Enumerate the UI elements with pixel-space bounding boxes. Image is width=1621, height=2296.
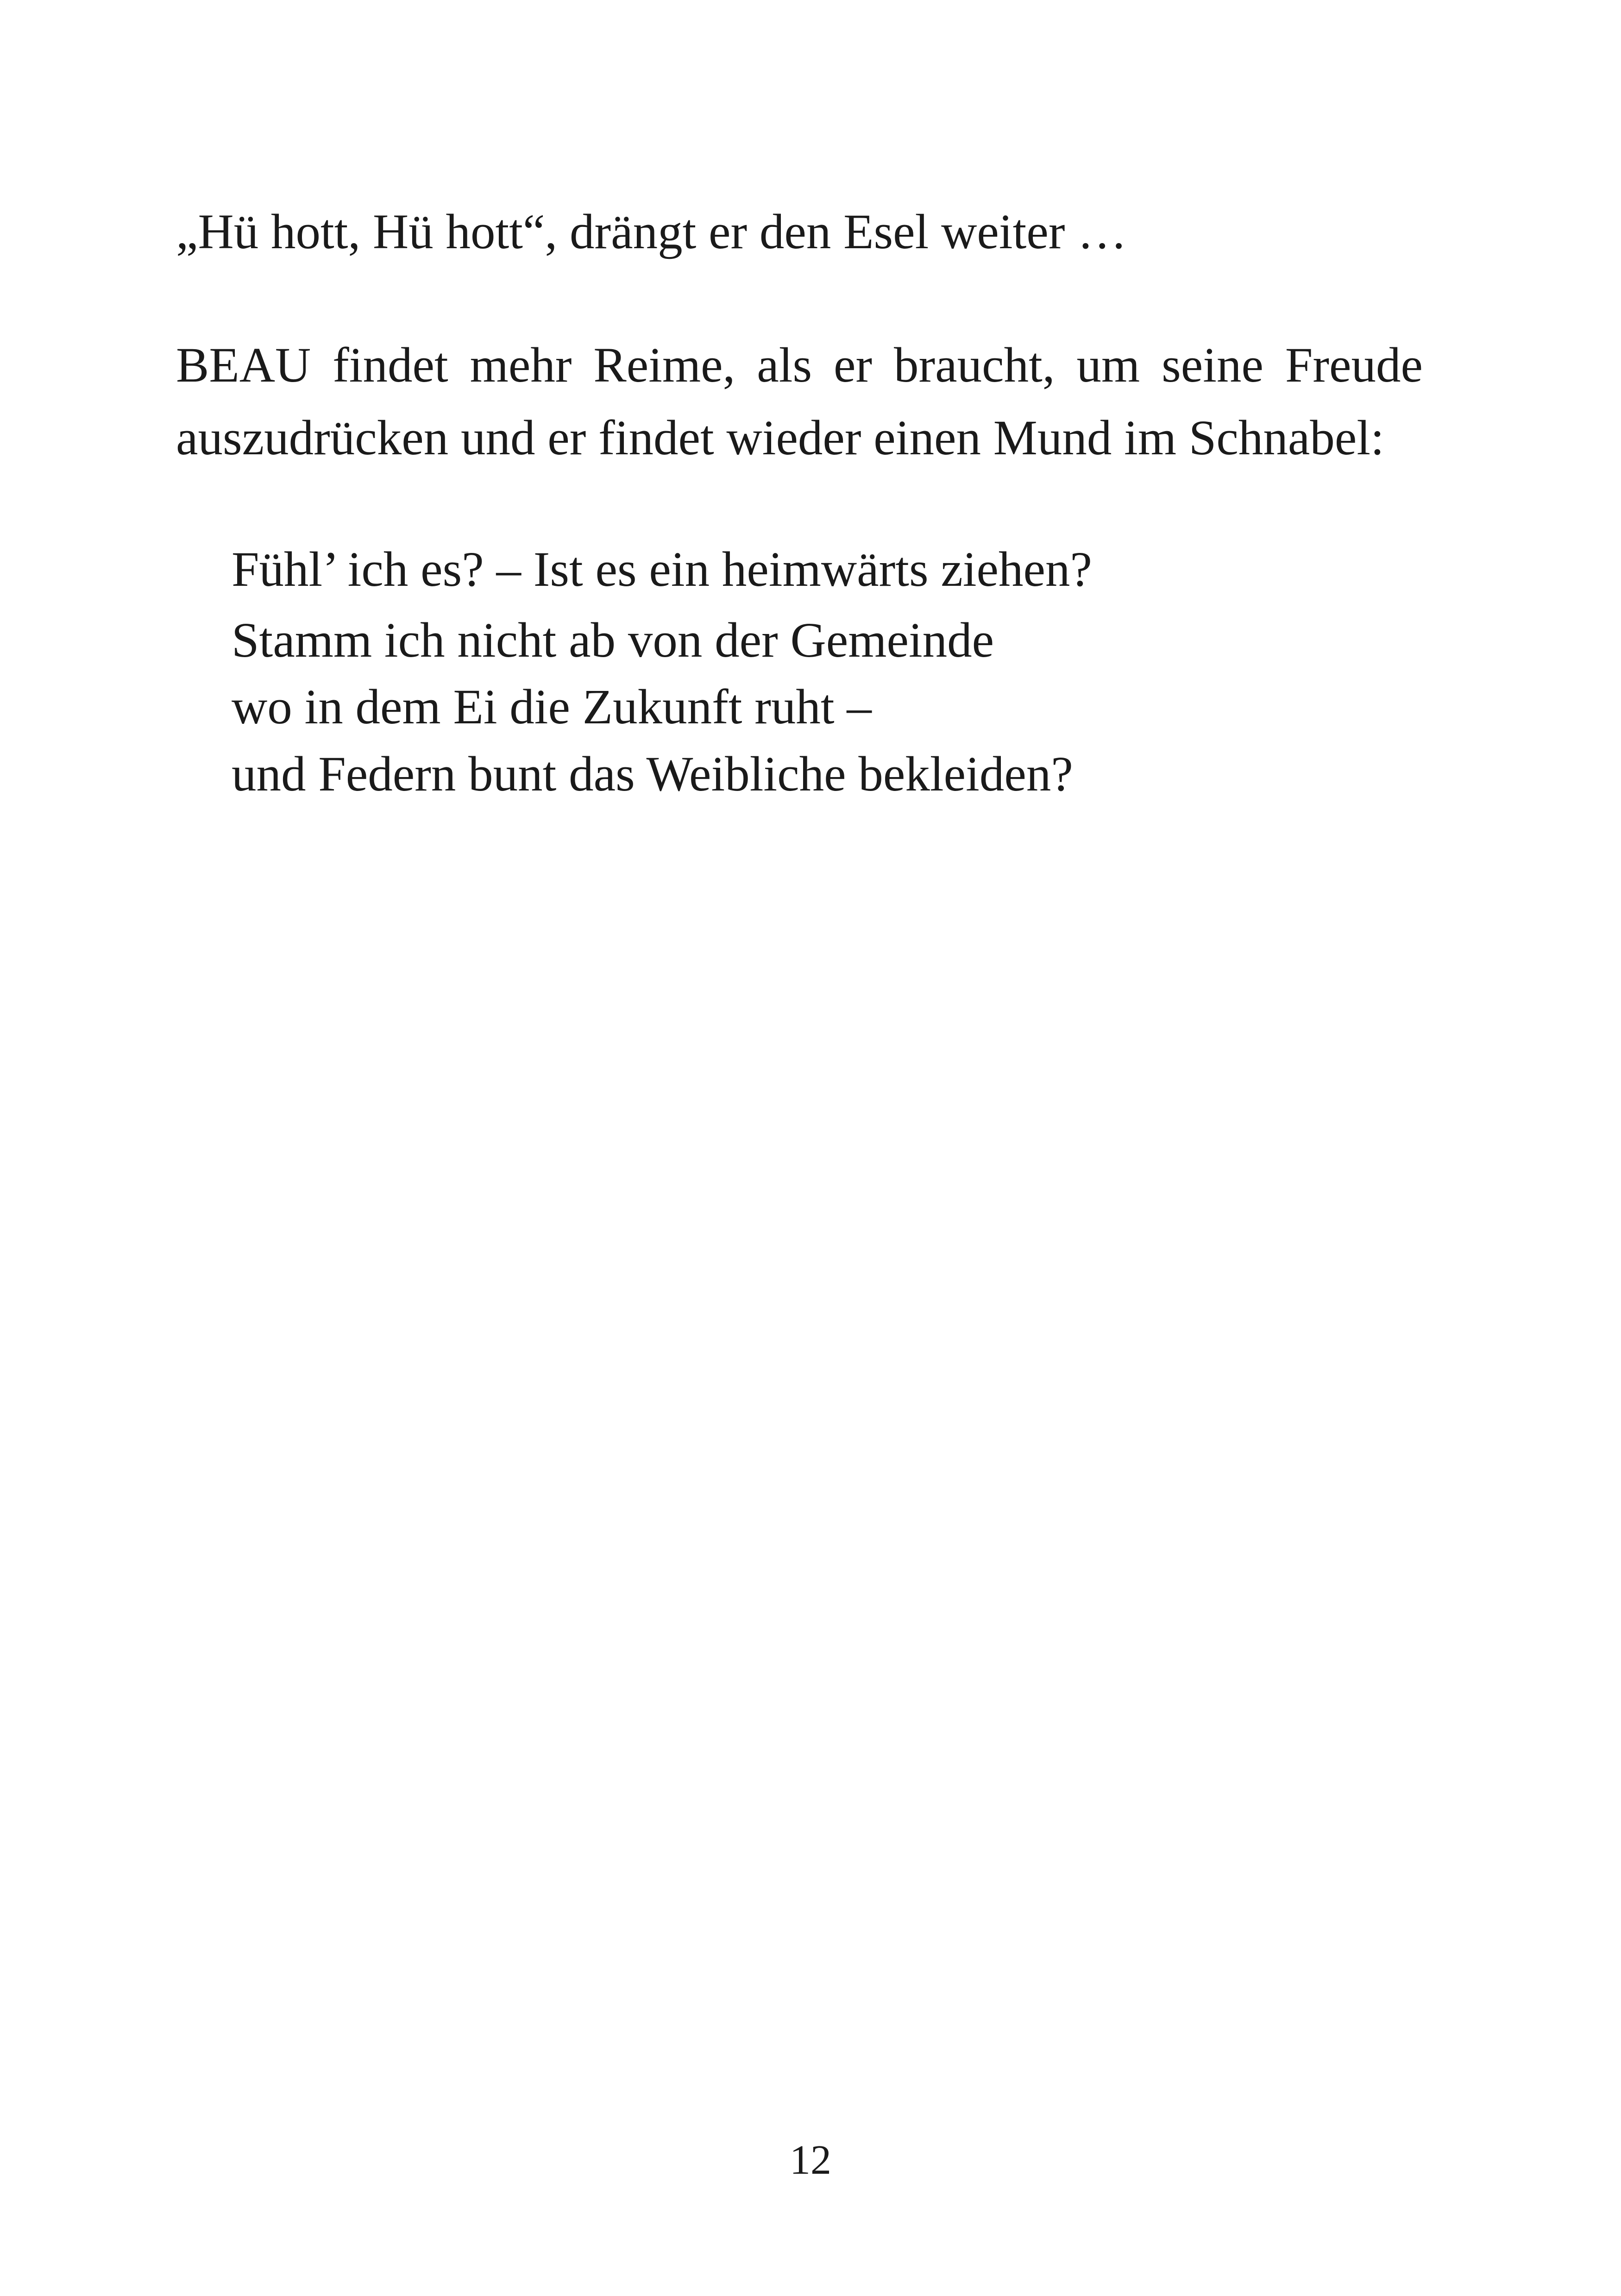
word: findet [333, 338, 448, 393]
page-number: 12 [790, 2137, 831, 2183]
word: er [834, 338, 873, 393]
poem-line-1: Fühl’ ich es? – Ist es ein heimwärts ziehen? [232, 542, 1093, 597]
word: um [1076, 338, 1140, 393]
word: braucht, [894, 338, 1055, 393]
dialogue-line: „Hü hott, Hü hott“, drängt er den Esel weiter … [176, 205, 1127, 259]
word: Reime, [593, 338, 735, 393]
word: seine [1162, 338, 1263, 393]
word: BEAU [176, 338, 311, 393]
word: mehr [470, 338, 572, 393]
poem-line-2: Stamm ich nicht ab von der Gemeinde [232, 613, 994, 668]
prose-line-2: auszudrücken und er findet wieder einen Mund im Schnabel: [176, 411, 1384, 465]
word: Freude [1285, 338, 1423, 393]
word: als [757, 338, 812, 393]
prose-line-1 [176, 338, 1423, 393]
poem-line-3: wo in dem Ei die Zukunft ruht – [232, 680, 872, 734]
poem-line-4: und Federn bunt das Weibliche bekleiden? [232, 747, 1073, 802]
